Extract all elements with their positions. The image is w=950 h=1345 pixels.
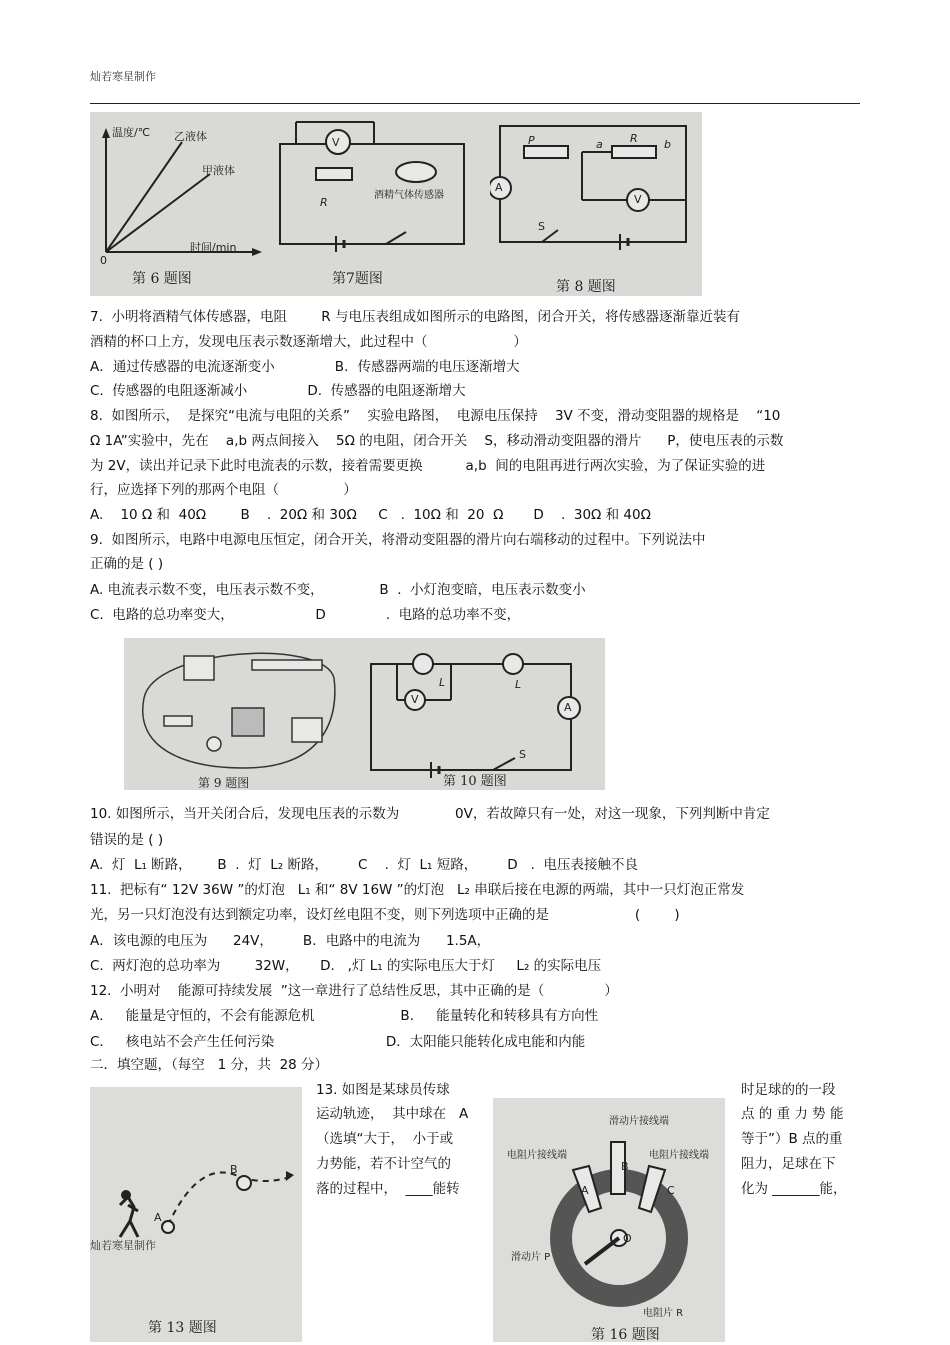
q7-options-ab: A．通过传感器的电流逐渐变小 B．传感器两端的电压逐渐增大 [90, 359, 520, 375]
lamp-l1-label: L [439, 676, 446, 689]
figure-7 [266, 112, 490, 296]
terminal-c-label: C [667, 1184, 675, 1197]
voltmeter-symbol: V [411, 693, 419, 706]
figure-7-caption: 第7题图 [332, 271, 383, 287]
q11-line-1: 11. 把标有“ 12V 36W ”的灯泡 L₁ 和“ 8V 16W ”的灯泡 L₂ 串联后接在电源的两端，其中一只灯泡正常发 [90, 882, 745, 898]
y-axis-label: 温度/℃ [112, 126, 151, 139]
figure-10-caption: 第 10 题图 [443, 774, 507, 789]
figure-8 [490, 112, 702, 296]
q7-line-1: 7. 小明将酒精气体传感器，电阻 R 与电压表组成如图所示的电路图，闭合开关，将传感器逐渐靠近装有 [90, 309, 740, 325]
q8-line-3: 为 2V，读出并记录下此时电流表的示数，接着需要更换 a,b 间的电阻再进行两次实验，为了保证实验的进 [90, 458, 766, 474]
slider-p-label: P [528, 134, 535, 147]
point-a-label: A [154, 1211, 162, 1224]
q13-right-2: 点 的 重 力 势 能 [741, 1106, 844, 1122]
q7-options-cd: C. 传感器的电阻逐渐减小 D. 传感器的电阻逐渐增大 [90, 383, 466, 399]
q13-mid-1: 13. 如图是某球员传球 [316, 1082, 450, 1098]
point-b-label: B [230, 1163, 238, 1176]
pivot-o-label: O [623, 1232, 632, 1245]
slider-p-label: 滑动片 P [511, 1252, 551, 1263]
series-a-label: 甲液体 [202, 164, 235, 177]
voltmeter-symbol: V [332, 136, 340, 149]
resistor-terminal-right-label: 电阻片接线端 [649, 1150, 709, 1161]
figure-10 [347, 638, 605, 790]
q11-options-cd: C. 两灯泡的总功率为 32W， D. ,灯 L₁ 的实际电压大于灯 L₂ 的实际电压 [90, 958, 602, 974]
q13-right-5: 化为 _______能， [741, 1181, 847, 1197]
q13-right-1: 时足球的的一段 [741, 1082, 836, 1098]
figure-6-caption: 第 6 题图 [132, 271, 192, 287]
q13-mid-2: 运动轨迹， 其中球在 A [316, 1106, 469, 1122]
q13-right-3: 等于”）B 点的重 [741, 1131, 843, 1147]
q12-options-cd: C． 核电站不会产生任何污染 D．太阳能只能转化成电能和内能 [90, 1034, 586, 1050]
q13-right-4: 阻力，足球在下 [741, 1156, 836, 1172]
q12-options-ab: A． 能量是守恒的，不会有能源危机 B． 能量转化和转移具有方向性 [90, 1008, 599, 1024]
q8-line-1: 8. 如图所示， 是探究“电流与电阻的关系” 实验电路图， 电源电压保持 3V 不变，滑动变阻器的规格是 “10 [90, 408, 781, 424]
header-rule [90, 103, 860, 104]
point-a-label: a [596, 138, 603, 151]
q9-options-cd: C. 电路的总功率变大， D . 电路的总功率不变， [90, 607, 521, 623]
section-2-title: 二．填空题，（每空 1 分，共 28 分） [90, 1057, 329, 1073]
q9-options-ab: A. 电流表示数不变，电压表示数不变， B . 小灯泡变暗，电压表示数变小 [90, 582, 586, 598]
ball-trajectory [90, 1087, 302, 1342]
q8-line-2: Ω 1A”实验中，先在 a,b 两点间接入 5Ω 的电阻，闭合开关 S，移动滑动变阻器的滑片 P，使电压表的示数 [90, 433, 784, 449]
ammeter-symbol: A [564, 701, 572, 714]
figure-9 [124, 638, 347, 790]
q8-options: A. 10 Ω 和 40Ω B . 20Ω 和 30Ω C . 10Ω 和 20 Ω D . 30Ω 和 40Ω [90, 507, 651, 523]
terminal-b-label: B [621, 1160, 629, 1173]
potentiometer-diagram [493, 1098, 725, 1342]
q13-mid-3: （选填“大于， 小于或 [316, 1131, 454, 1147]
resistor-label: R [320, 196, 328, 209]
x-axis-label: 时间/min [190, 241, 237, 254]
figure-16-caption: 第 16 题图 [591, 1327, 660, 1342]
point-b-label: b [664, 138, 671, 151]
voltmeter-symbol: V [634, 193, 642, 206]
resistor-r-label: R [630, 132, 638, 145]
resistor-r-label: 电阻片 R [643, 1308, 684, 1319]
q9-line-1: 9. 如图所示，电路中电源电压恒定，闭合开关，将滑动变阻器的滑片向右端移动的过程中。下列说法中 [90, 532, 706, 548]
q13-mid-4: 力势能，若不计空气的 [316, 1156, 451, 1172]
figure-13-caption: 第 13 题图 [148, 1320, 217, 1336]
figure-8-caption: 第 8 题图 [556, 279, 616, 295]
sensor-label: 酒精气体传感器 [374, 190, 444, 201]
circuit-9-sketch [124, 638, 347, 790]
q10-options: A. 灯 L₁ 断路， B . 灯 L₂ 断路， C . 灯 L₁ 短路， D . 电压表接触不良 [90, 857, 638, 873]
q11-line-2: 光，另一只灯泡没有达到额定功率，设灯丝电阻不变，则下列选项中正确的是 ( ) [90, 907, 680, 923]
figure-13 [90, 1087, 302, 1342]
q9-line-2: 正确的是 ( ) [90, 556, 164, 572]
q11-options-ab: A．该电源的电压为 24V， B．电路中的电流为 1.5A， [90, 933, 491, 949]
circuit-10 [347, 638, 605, 790]
figure-16 [493, 1098, 725, 1342]
terminal-a-label: A [581, 1184, 589, 1197]
header-watermark: 灿若寒星制作 [90, 70, 156, 83]
ammeter-symbol: A [495, 181, 503, 194]
lamp-l2-label: L [515, 678, 522, 691]
figure-6 [90, 112, 266, 296]
slider-terminal-label: 滑动片接线端 [609, 1116, 669, 1127]
q7-line-2: 酒精的杯口上方，发现电压表示数逐渐增大，此过程中（ ） [90, 334, 527, 350]
q13-mid-5: 落的过程中， ____能转 [316, 1181, 460, 1197]
figure-9-caption: 第 9 题图 [198, 776, 250, 790]
series-b-label: 乙液体 [174, 130, 207, 143]
q12-line-1: 12. 小明对 能源可持续发展 ”这一章进行了总结性反思，其中正确的是（ ） [90, 983, 618, 999]
resistor-terminal-left-label: 电阻片接线端 [507, 1150, 567, 1161]
q10-line-2: 错误的是 ( ) [90, 832, 164, 848]
origin-label: 0 [100, 254, 107, 267]
switch-label: S [519, 748, 526, 761]
switch-label: S [538, 220, 545, 233]
q8-line-4: 行，应选择下列的那两个电阻（ ） [90, 482, 357, 498]
figure-13-watermark: 灿若寒星制作 [90, 1239, 156, 1252]
q10-line-1: 10. 如图所示，当开关闭合后，发现电压表的示数为 0V，若故障只有一处，对这一现象，下列判断中肯定 [90, 806, 770, 822]
